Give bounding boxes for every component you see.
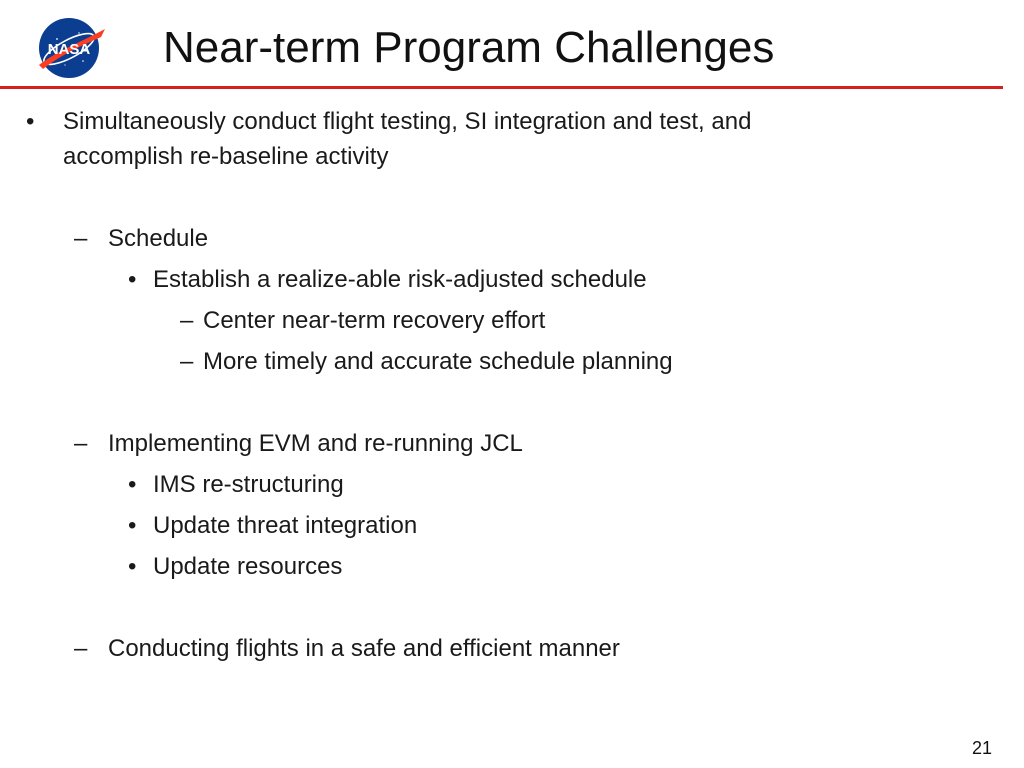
page-number: 21 xyxy=(971,738,992,758)
bullet-marker-l4: – xyxy=(180,348,194,375)
bullet-marker-l3: • xyxy=(128,512,137,539)
bullet-marker-l2: – xyxy=(74,225,88,252)
bullet-marker-l2: – xyxy=(74,430,88,457)
bullet-marker-l3: • xyxy=(128,553,137,580)
bullet-marker-l3: • xyxy=(128,266,137,293)
bullet-center: Center near-term recovery effort xyxy=(203,307,546,334)
bullet-threat: Update threat integration xyxy=(153,512,418,539)
bullet-marker-l1: • xyxy=(26,108,35,135)
bullet-ims: IMS re-structuring xyxy=(153,471,344,498)
bullet-schedule: Schedule xyxy=(108,225,209,252)
bullet-implementing: Implementing EVM and re-running JCL xyxy=(108,430,523,457)
bullet-main-line2: accomplish re-baseline activity xyxy=(63,143,389,170)
slide-title: Near-term Program Challenges xyxy=(163,23,775,72)
bullet-marker-l2: – xyxy=(74,635,88,662)
bullet-timely: More timely and accurate schedule planning xyxy=(203,348,673,375)
bullet-establish: Establish a realize-able risk-adjusted schedule xyxy=(153,266,647,293)
bullet-conducting: Conducting flights in a safe and efficient manner xyxy=(108,635,620,662)
bullet-marker-l3: • xyxy=(128,471,137,498)
bullet-main-line1: Simultaneously conduct flight testing, SI integration and test, and xyxy=(63,108,752,135)
logo-wordmark: NASA xyxy=(47,41,91,58)
bullet-marker-l4: – xyxy=(180,307,194,334)
bullet-resources: Update resources xyxy=(153,553,343,580)
